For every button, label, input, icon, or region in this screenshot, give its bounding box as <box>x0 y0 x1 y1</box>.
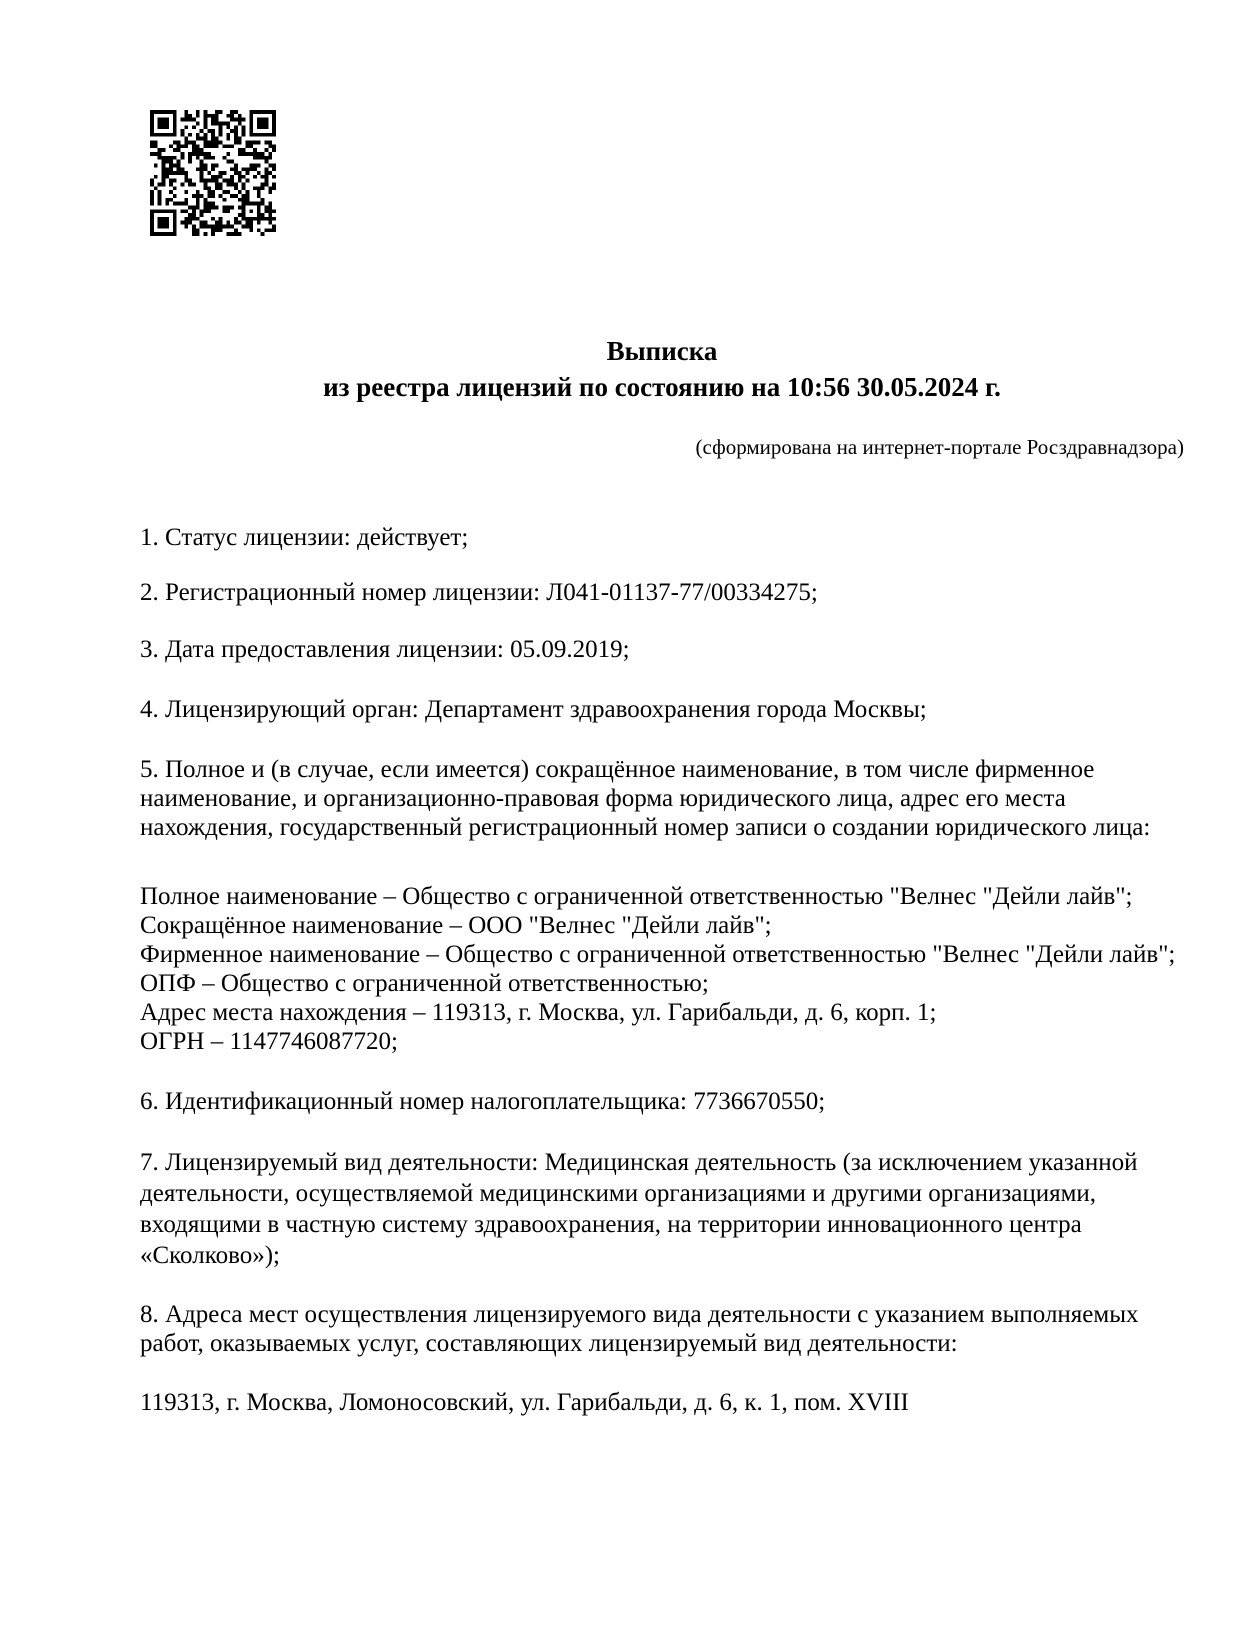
paragraph <box>140 1147 1210 1271</box>
paragraph-line: деятельности, осуществляемой медицинскими организациями и другими организациями, <box>140 1180 1097 1207</box>
paragraph-line: Сокращённое наименование – ООО "Велнес "Дейли лайв"; <box>140 912 772 939</box>
paragraph-line: Фирменное наименование – Общество с ограниченной ответственностью "Велнес "Дейли лайв"; <box>140 941 1176 968</box>
paragraph-line: 1. Статус лицензии: действует; <box>140 524 469 551</box>
paragraph-line: наименование, и организационно-правовая форма юридического лица, адрес его места <box>140 785 1066 812</box>
paragraph-line: 119313, г. Москва, Ломоносовский, ул. Гарибальди, д. 6, к. 1, пом. XVIII <box>140 1389 909 1416</box>
paragraph <box>140 882 1210 1056</box>
document-subtitle: (сформирована на интернет-портале Росздравнадзора) <box>695 435 1184 459</box>
paragraph <box>140 578 1210 607</box>
paragraph-line: нахождения, государственный регистрационный номер записи о создании юридического лица: <box>140 814 1151 841</box>
paragraph-line: входящими в частную систему здравоохранения, на территории инновационного центра <box>140 1211 1082 1238</box>
paragraph <box>140 755 1210 842</box>
paragraph <box>140 1087 1210 1116</box>
paragraph-line: ОГРН – 1147746087720; <box>140 1028 398 1055</box>
paragraph <box>140 1388 1210 1417</box>
qr-code-icon <box>150 110 276 236</box>
paragraph-line: 8. Адреса мест осуществления лицензируемого вида деятельности с указанием выполняемых <box>140 1301 1139 1328</box>
paragraph-line: 4. Лицензирующий орган: Департамент здравоохранения города Москвы; <box>140 696 927 723</box>
paragraph-line: «Сколково»); <box>140 1242 280 1269</box>
paragraph-line: 5. Полное и (в случае, если имеется) сокращённое наименование, в том числе фирменное <box>140 756 1095 783</box>
paragraph-line: 3. Дата предоставления лицензии: 05.09.2019; <box>140 636 630 663</box>
document-title <box>140 334 1184 405</box>
paragraph-line: ОПФ – Общество с ограниченной ответственностью; <box>140 970 709 997</box>
paragraph <box>140 635 1210 664</box>
paragraph <box>140 523 1210 552</box>
paragraph-line: 6. Идентификационный номер налогоплательщика: 7736670550; <box>140 1088 826 1115</box>
paragraph <box>140 695 1210 724</box>
title-line-2: из реестра лицензий по состоянию на 10:56 30.05.2024 г. <box>323 371 1001 402</box>
title-line-1: Выписка <box>606 336 718 366</box>
paragraph-line: 7. Лицензируемый вид деятельности: Медицинская деятельность (за исключением указанной <box>140 1149 1138 1176</box>
paragraph-line: работ, оказываемых услуг, составляющих лицензируемый вид деятельности: <box>140 1330 958 1357</box>
paragraph-line: Адрес места нахождения – 119313, г. Москва, ул. Гарибальди, д. 6, корп. 1; <box>140 999 937 1026</box>
document-body <box>140 523 1210 1417</box>
paragraph-line: Полное наименование – Общество с ограниченной ответственностью "Велнес "Дейли лайв"; <box>140 883 1133 910</box>
paragraph-line: 2. Регистрационный номер лицензии: Л041-01137-77/00334275; <box>140 579 818 606</box>
paragraph <box>140 1300 1210 1358</box>
